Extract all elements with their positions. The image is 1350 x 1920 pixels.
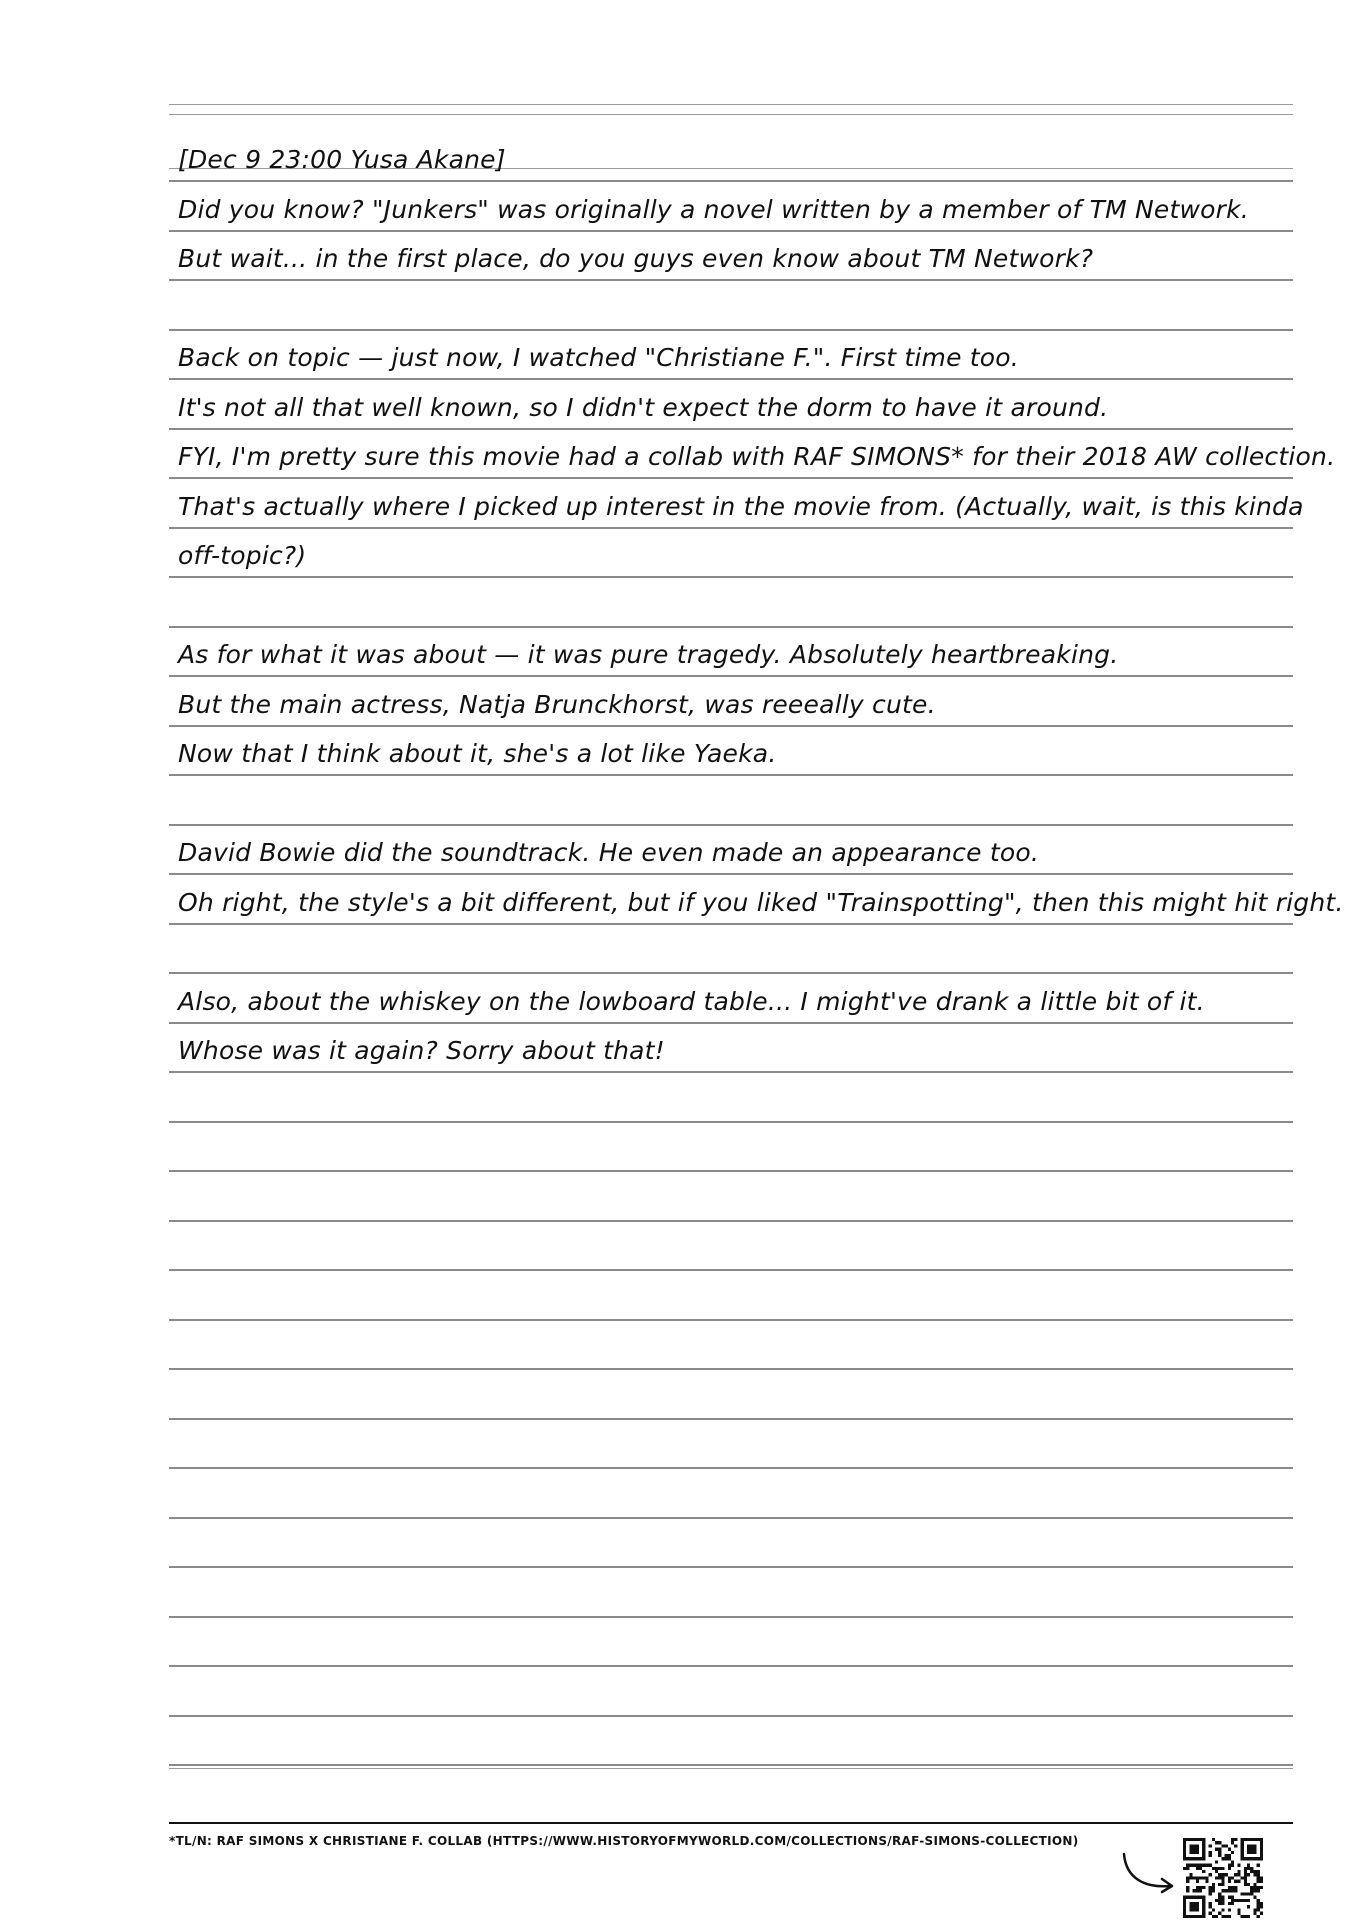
ruled-line [169, 675, 1293, 677]
ruled-line [169, 114, 1293, 115]
entry-line: [Dec 9 23:00 Yusa Akane] [178, 145, 506, 174]
entry-line: FYI, I'm pretty sure this movie had a collab with RAF SIMONS* for their 2018 AW collection. [178, 442, 1336, 471]
entry-line: Did you know? "Junkers" was originally a novel written by a member of TM Network. [178, 195, 1249, 224]
footer-divider [169, 1822, 1293, 1824]
ruled-line [169, 923, 1293, 925]
ruled-line [169, 180, 1293, 182]
ruled-line [169, 1418, 1293, 1420]
ruled-line [169, 1467, 1293, 1469]
ruled-line [169, 1566, 1293, 1568]
ruled-line [169, 824, 1293, 826]
entry-line: But wait... in the first place, do you guys even know about TM Network? [178, 244, 1094, 273]
ruled-line [169, 477, 1293, 479]
ruled-line [169, 972, 1293, 974]
ruled-line [169, 428, 1293, 430]
entry-line: It's not all that well known, so I didn't expect the dorm to have it around. [178, 393, 1109, 422]
ruled-line [169, 576, 1293, 578]
entry-line: David Bowie did the soundtrack. He even made an appearance too. [178, 838, 1039, 867]
ruled-line [169, 527, 1293, 529]
entry-line: Back on topic — just now, I watched "Christiane F.". First time too. [178, 343, 1019, 372]
ruled-line [169, 1170, 1293, 1172]
translator-footnote: *TL/N: RAF SIMONS X CHRISTIANE F. COLLAB (HTTPS://WWW.HISTORYOFMYWORLD.COM/COLLECTIONS/RAF-SIMONS-COLLECTION) [169, 1834, 1079, 1848]
entry-line: That's actually where I picked up interest in the movie from. (Actually, wait, is this kinda [178, 492, 1304, 521]
ruled-line [169, 1022, 1293, 1024]
entry-line: As for what it was about — it was pure tragedy. Absolutely heartbreaking. [178, 640, 1119, 669]
qr-code-icon[interactable] [1183, 1838, 1263, 1918]
ruled-line [169, 1665, 1293, 1667]
ruled-line [169, 626, 1293, 628]
curved-arrow-icon [1120, 1850, 1180, 1894]
ruled-line [169, 1269, 1293, 1271]
ruled-line [169, 1517, 1293, 1519]
ruled-line [169, 230, 1293, 232]
ruled-line [169, 1319, 1293, 1321]
entry-line: Whose was it again? Sorry about that! [178, 1036, 665, 1065]
entry-line: off-topic?) [178, 541, 307, 570]
entry-line: But the main actress, Natja Brunckhorst, was reeeally cute. [178, 690, 936, 719]
ruled-line [169, 725, 1293, 727]
entry-line: Now that I think about it, she's a lot like Yaeka. [178, 739, 777, 768]
ruled-line [169, 873, 1293, 875]
ruled-line [169, 1764, 1293, 1766]
ruled-line [169, 1071, 1293, 1073]
ruled-line [169, 329, 1293, 331]
entry-line: Also, about the whiskey on the lowboard table... I might've drank a little bit of it. [178, 987, 1205, 1016]
ruled-line [169, 1220, 1293, 1222]
ruled-line [169, 279, 1293, 281]
ruled-line [169, 1616, 1293, 1618]
ruled-line [169, 774, 1293, 776]
ruled-line [169, 1121, 1293, 1123]
ruled-line [169, 104, 1293, 105]
ruled-line [169, 1715, 1293, 1717]
ruled-line [169, 378, 1293, 380]
ruled-line [169, 1368, 1293, 1370]
ruled-line [169, 1768, 1293, 1769]
entry-line: Oh right, the style's a bit different, but if you liked "Trainspotting", then this might hit right. [178, 888, 1344, 917]
